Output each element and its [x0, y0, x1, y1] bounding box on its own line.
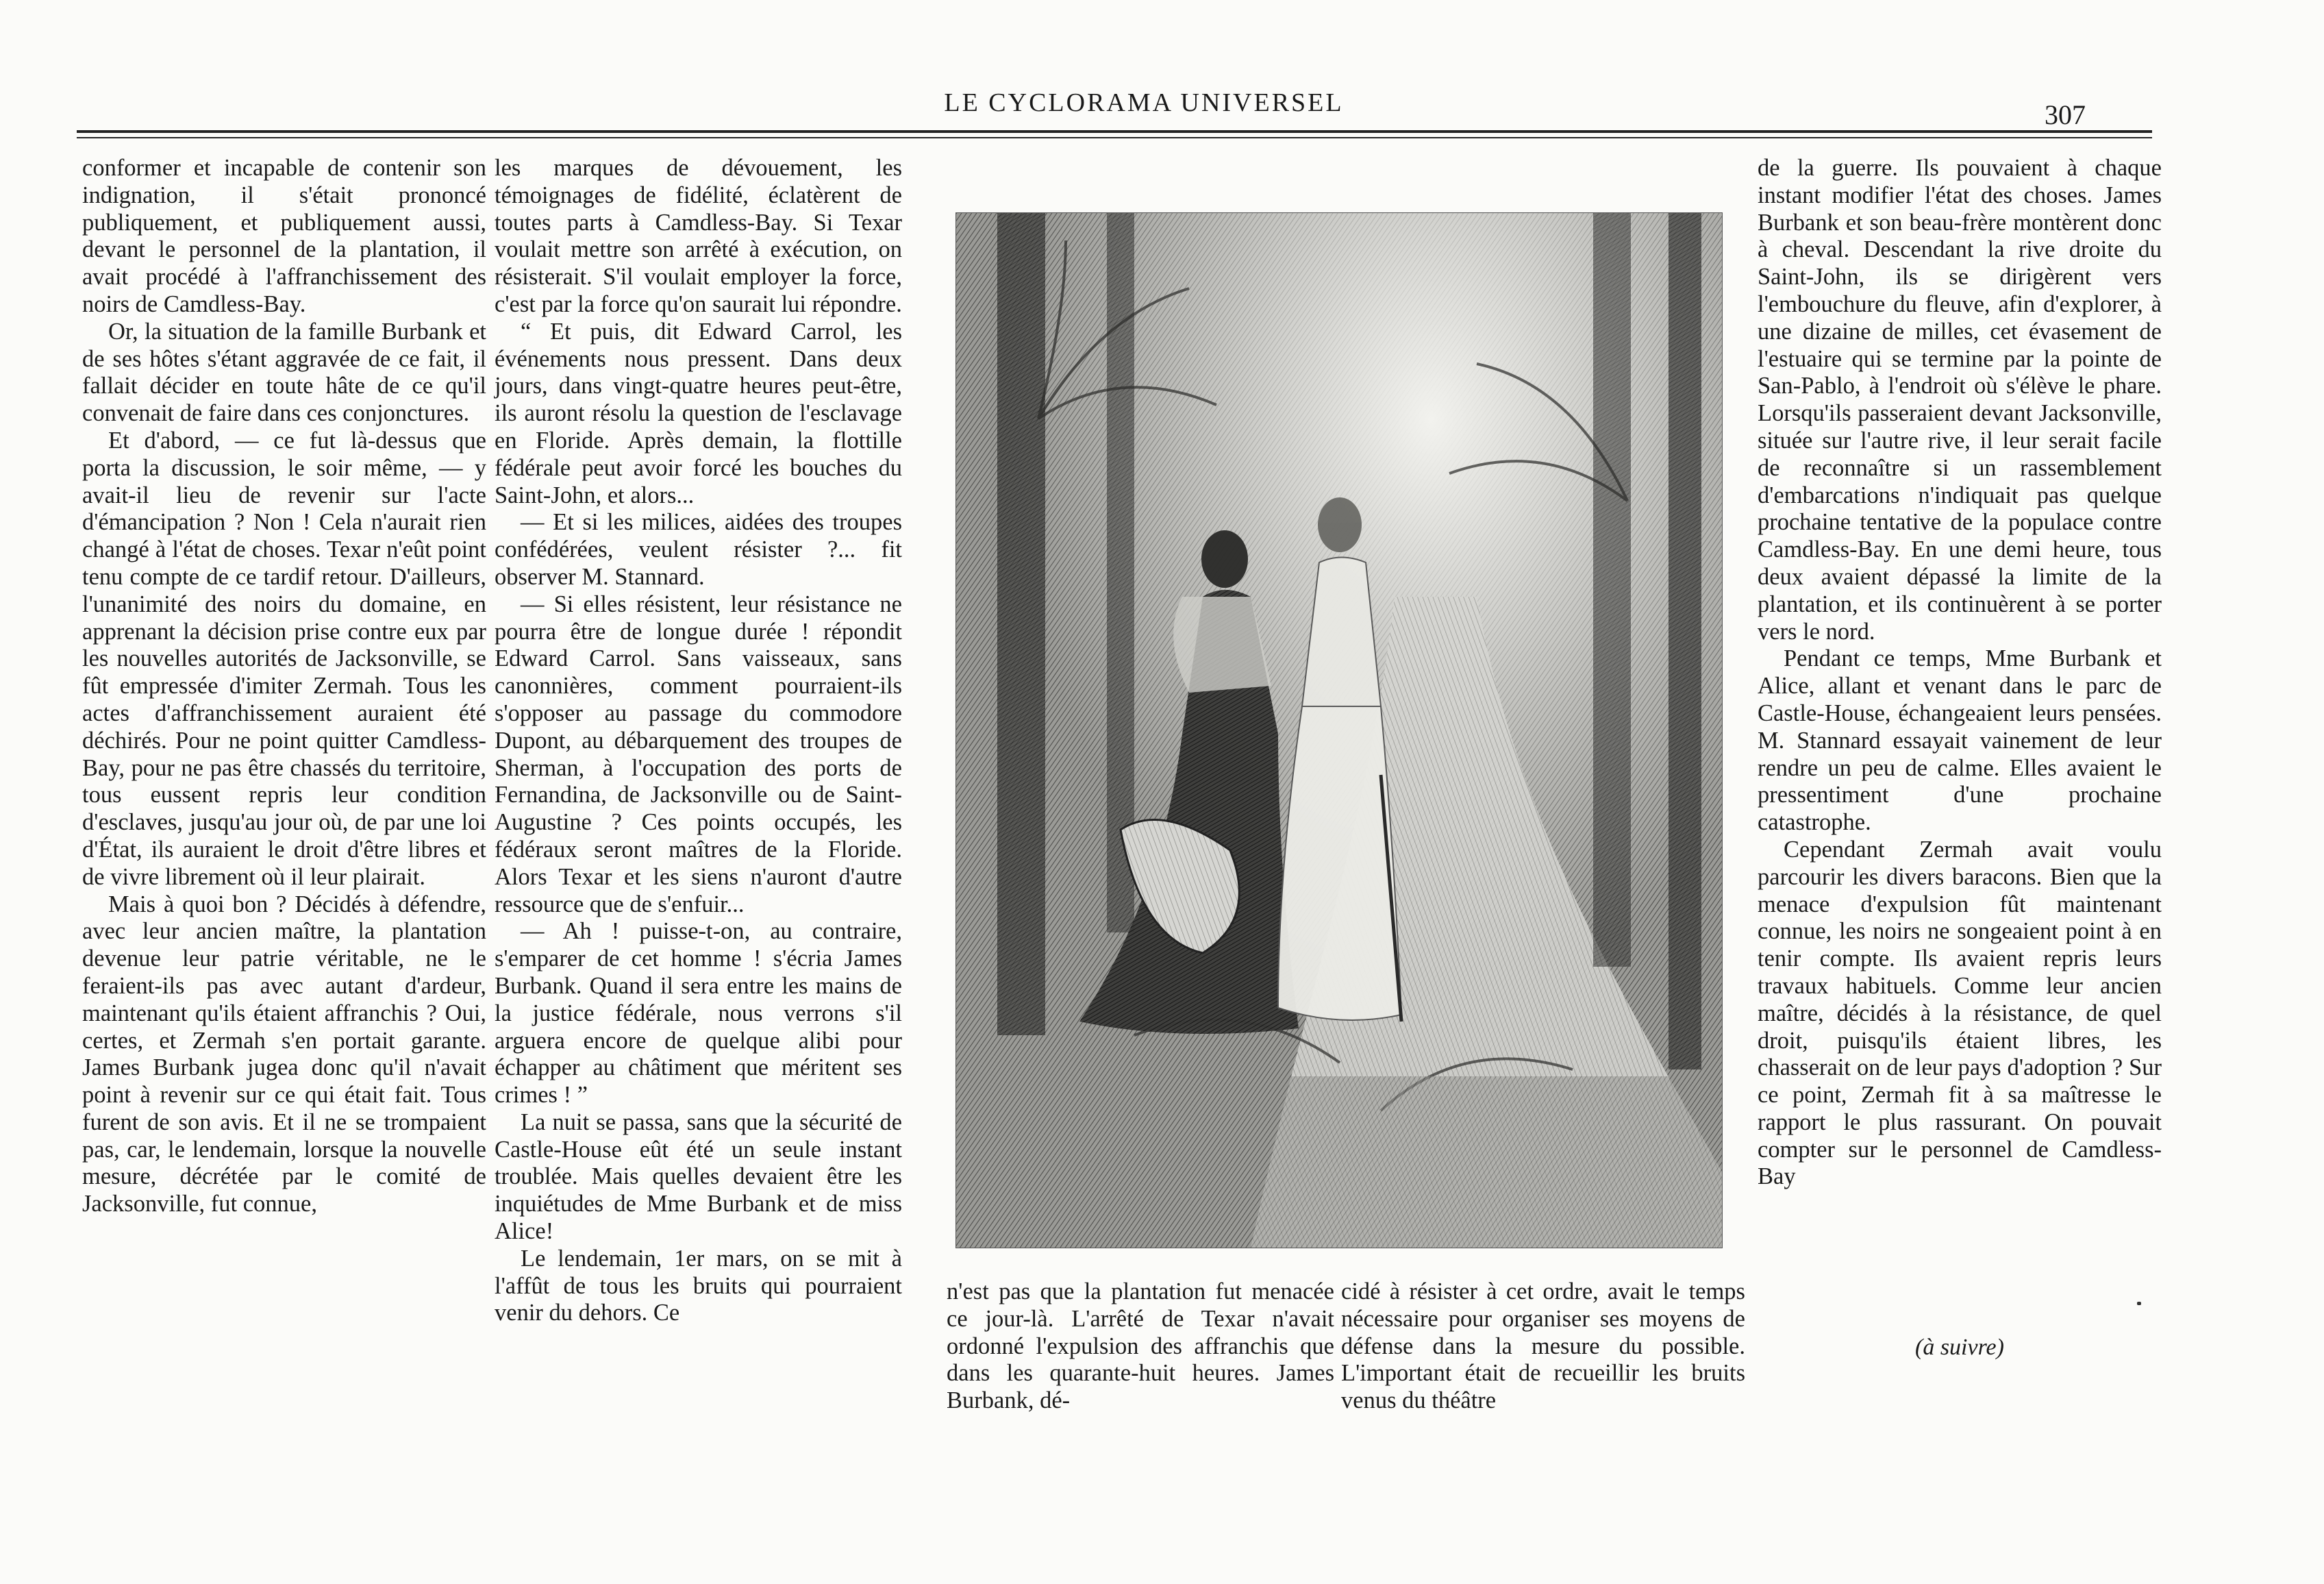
running-head-title: LE CYCLORAMA UNIVERSEL: [944, 88, 1344, 117]
paragraph: Le lendemain, 1er mars, on se mit à l'affût de tous les bruits qui pourraient venir du dehors. Ce: [495, 1245, 902, 1326]
text-column-3: [947, 1278, 1334, 1415]
paragraph: cidé à résister à cet ordre, avait le temps nécessaire pour organiser ses moyens de défense dans la mesure du possible. L'important était de recueillir les bruits venus du théâtre: [1341, 1278, 1745, 1414]
paragraph: — Ah ! puisse-t-on, au contraire, s'emparer de cet homme ! s'écria James Burbank. Quand il sera entre les mains de la justice fédérale, nous verrons s'il arguera encore de quelque alibi pour échapper au châtiment que méritent ses crimes ! ”: [495, 918, 902, 1109]
to-be-continued-note: (à suivre): [1915, 1335, 2004, 1360]
text-column-5: [1758, 155, 2162, 1191]
paragraph: n'est pas que la plantation fut menacée ce jour-là. L'arrêté de Texar n'avait ordonné l'expulsion des affranchis que dans les quarante-huit heures. James Burbank, dé-: [947, 1278, 1334, 1414]
paragraph: La nuit se passa, sans que la sécurité de Castle-House eût été un seule instant troublée. Mais quelles devaient être les inquiétudes de Mme Burbank et de miss Alice!: [495, 1109, 902, 1245]
text-column-2: [495, 155, 902, 1327]
paragraph: Or, la situation de la famille Burbank et de ses hôtes s'étant aggravée de ce fait, il fallait décider en toute hâte de ce qu'il convenait de faire dans ces conjonctures.: [82, 318, 486, 427]
paragraph: Et d'abord, — ce fut là-dessus que porta la discussion, le soir même, — y avait-il lieu de revenir sur l'acte d'émancipation ? Non ! Cela n'aurait rien changé à l'état de choses. Texar n'eût point tenu compte de ce tardif retour. D'ailleurs, l'unanimité des noirs du domaine, en apprenant la décision prise contre eux par les nouvelles autorités de Jacksonville, se fût empressée d'imiter Zermah. Tous les actes d'affranchissement auraient été déchirés. Pour ne point quitter Camdless-Bay, pour ne pas être chassés du territoire, tous eussent repris leur condition d'esclaves, jusqu'au jour où, de par une loi d'État, ils auraient le droit d'être libres et de vivre librement où il leur plairait.: [82, 427, 486, 890]
text-column-1: [82, 155, 486, 1218]
print-speck: [2137, 1302, 2141, 1305]
page-number: 307: [2045, 99, 2086, 130]
paragraph: “ Et puis, dit Edward Carrol, les événements nous pressent. Dans deux jours, dans vingt-quatre heures peut-être, ils auront résolu la question de l'esclavage en Floride. Après demain, la flottille fédérale peut avoir forcé les bouches du Saint-John, et alors...: [495, 318, 902, 508]
paragraph: les marques de dévouement, les témoignages de fidélité, éclatèrent de toutes parts à Camdless-Bay. Si Texar voulait mettre son arrêté à exécution, on résisterait. S'il voulait employer la force, c'est par la force qu'on saurait lui répondre.: [495, 155, 902, 317]
header-rule-thin: [77, 137, 2152, 138]
paragraph: — Si elles résistent, leur résistance ne pourra être de longue durée ! répondit Edward Carrol. Sans vaisseaux, sans canonnières, comment pourraient-ils s'opposer au passage du commodore Dupont, au débarquement des troupes de Sherman, à l'occupation des ports de Fernandina, de Jacksonville ou de Saint-Augustine ? Ces points occupés, les fédéraux seront maîtres de la Floride. Alors Texar et les siens n'auront d'autre ressource que de s'enfuir...: [495, 591, 902, 917]
paragraph: Mais à quoi bon ? Décidés à défendre, avec leur ancien maître, la plantation devenue leur patrie véritable, ne le feraient-ils pas avec autant d'ardeur, maintenant qu'ils étaient affranchis ? Oui, certes, et Zermah s'en portait garante. James Burbank jugea donc qu'il n'avait point à revenir sur ce qui était fait. Tous furent de son avis. Et il ne se trompaient pas, car, le lendemain, lorsque la nouvelle mesure, décrétée par le comité de Jacksonville, fut connue,: [82, 891, 486, 1217]
illustration-engraving: [955, 212, 1723, 1248]
paragraph: Cependant Zermah avait voulu parcourir les divers baracons. Bien que la menace d'expulsion fût maintenant connue, les noirs ne songeaient point à en tenir compte. Ils avaient repris leurs travaux habituels. Comme leur ancien maître, décidés à la résistance, de quel droit, puisqu'ils étaient libres, les chasserait on de leur pays d'adoption ? Sur ce point, Zermah fit à sa maîtresse le rapport le plus rassurant. On pouvait compter sur le personnel de Camdless-Bay: [1758, 836, 2162, 1190]
paragraph: de la guerre. Ils pouvaient à chaque instant modifier l'état des choses. James Burbank et son beau-frère montèrent donc à cheval. Descendant la rive droite du Saint-John, ils se dirigèrent vers l'embouchure du fleuve, afin d'explorer, à une dizaine de milles, cet évasement de l'estuaire qui se termine par la pointe de San-Pablo, à l'endroit où s'élève le phare. Lorsqu'ils passeraient devant Jacksonville, située sur l'autre rive, il leur serait facile de reconnaître si un rassemblement d'embarcations n'indiquait pas quelque prochaine tentative de la populace contre Camdless-Bay. En une demi heure, tous deux avaient dépassé la limite de la plantation, et ils continuèrent à se porter vers le nord.: [1758, 155, 2162, 645]
paragraph: conformer et incapable de contenir son indignation, il s'était prononcé publiquement, et publiquement aussi, devant le personnel de la plantation, il avait procédé à l'affranchissement des noirs de Camdless-Bay.: [82, 155, 486, 317]
header-rule-thick: [77, 130, 2152, 133]
paragraph: Pendant ce temps, Mme Burbank et Alice, allant et venant dans le parc de Castle-House, échangeaient leurs pensées. M. Stannard essayait vainement de leur rendre un peu de calme. Elles avaient le pressentiment d'une prochaine catastrophe.: [1758, 645, 2162, 836]
text-column-4: [1341, 1278, 1745, 1415]
paragraph: — Et si les milices, aidées des troupes confédérées, veulent résister ?... fit observer M. Stannard.: [495, 509, 902, 590]
